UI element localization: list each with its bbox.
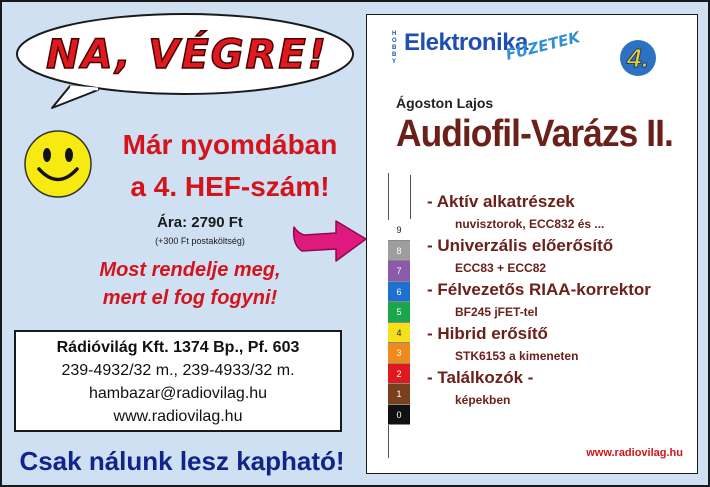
toc-item-subtitle: nuvisztorok, ECC832 és ... [455,217,605,231]
headline-line-1: Már nyomdában [122,129,338,160]
contact-box [14,330,342,432]
divider-line-short [410,175,411,219]
toc-item-title: - Félvezetős RIAA-korrektor [427,280,651,299]
contact-email[interactable]: hambazar@radiovilag.hu [88,385,268,402]
postage-note: (+300 Ft postaköltség) [155,236,245,246]
toc-item-title: - Találkozók - [427,368,534,387]
toc-item-subtitle: STK6153 a kimeneten [455,349,579,363]
toc-item-title: - Aktív alkatrészek [427,192,575,211]
issue-badge: 4. [620,40,656,76]
toc-item-subtitle: képekben [455,393,511,407]
bubble-text: NA, VÉGRE! [46,32,328,78]
color-code-cell: 1 [388,384,410,405]
cover-url[interactable]: www.radiovilag.hu [586,447,683,459]
toc-item-title: - Hibrid erősítő [427,324,548,343]
toc-item-subtitle: ECC83 + ECC82 [455,261,547,275]
color-code-cell: 9 [388,220,410,241]
headline-line-2: a 4. HEF-szám! [130,171,330,202]
table-of-contents [427,191,697,411]
color-code-cell: 4 [388,323,410,344]
arrow-right-icon [290,215,370,267]
toc-item-title: - Univerzális előerősítő [427,236,614,255]
logo-elektronika: Elektronika [404,29,528,56]
color-code-cell: 7 [388,261,410,282]
logo-hobby-stack: H O B B Y [392,31,397,65]
cover-author: Ágoston Lajos [396,95,494,111]
cover-title: Audiofil-Varázs II. [396,113,673,155]
footer-slogan: Csak nálunk lesz kapható! [19,446,345,476]
resistor-color-code-bar [388,220,410,425]
headline [100,124,360,208]
color-code-cell: 0 [388,405,410,426]
color-code-cell: 6 [388,282,410,303]
book-cover [366,14,698,474]
speech-bubble [10,10,360,110]
smiley-face-icon [22,128,94,200]
contact-address: Rádióvilág Kft. 1374 Bp., Pf. 603 [56,339,300,356]
color-code-cell: 8 [388,241,410,262]
contact-phone: 239-4932/32 m., 239-4933/32 m. [61,362,295,379]
contact-web[interactable]: www.radiovilag.hu [113,408,243,425]
color-code-cell: 2 [388,364,410,385]
cta-line-2: mert el fog fogyni! [102,287,278,309]
cta-line-1: Most rendelje meg, [99,259,281,281]
toc-item-subtitle: BF245 jFET-tel [455,305,538,319]
color-code-cell: 5 [388,302,410,323]
logo-fuzetek: FÜZETEK [503,28,582,64]
color-code-cell: 3 [388,343,410,364]
price-label: Ára: 2790 Ft [157,214,243,231]
